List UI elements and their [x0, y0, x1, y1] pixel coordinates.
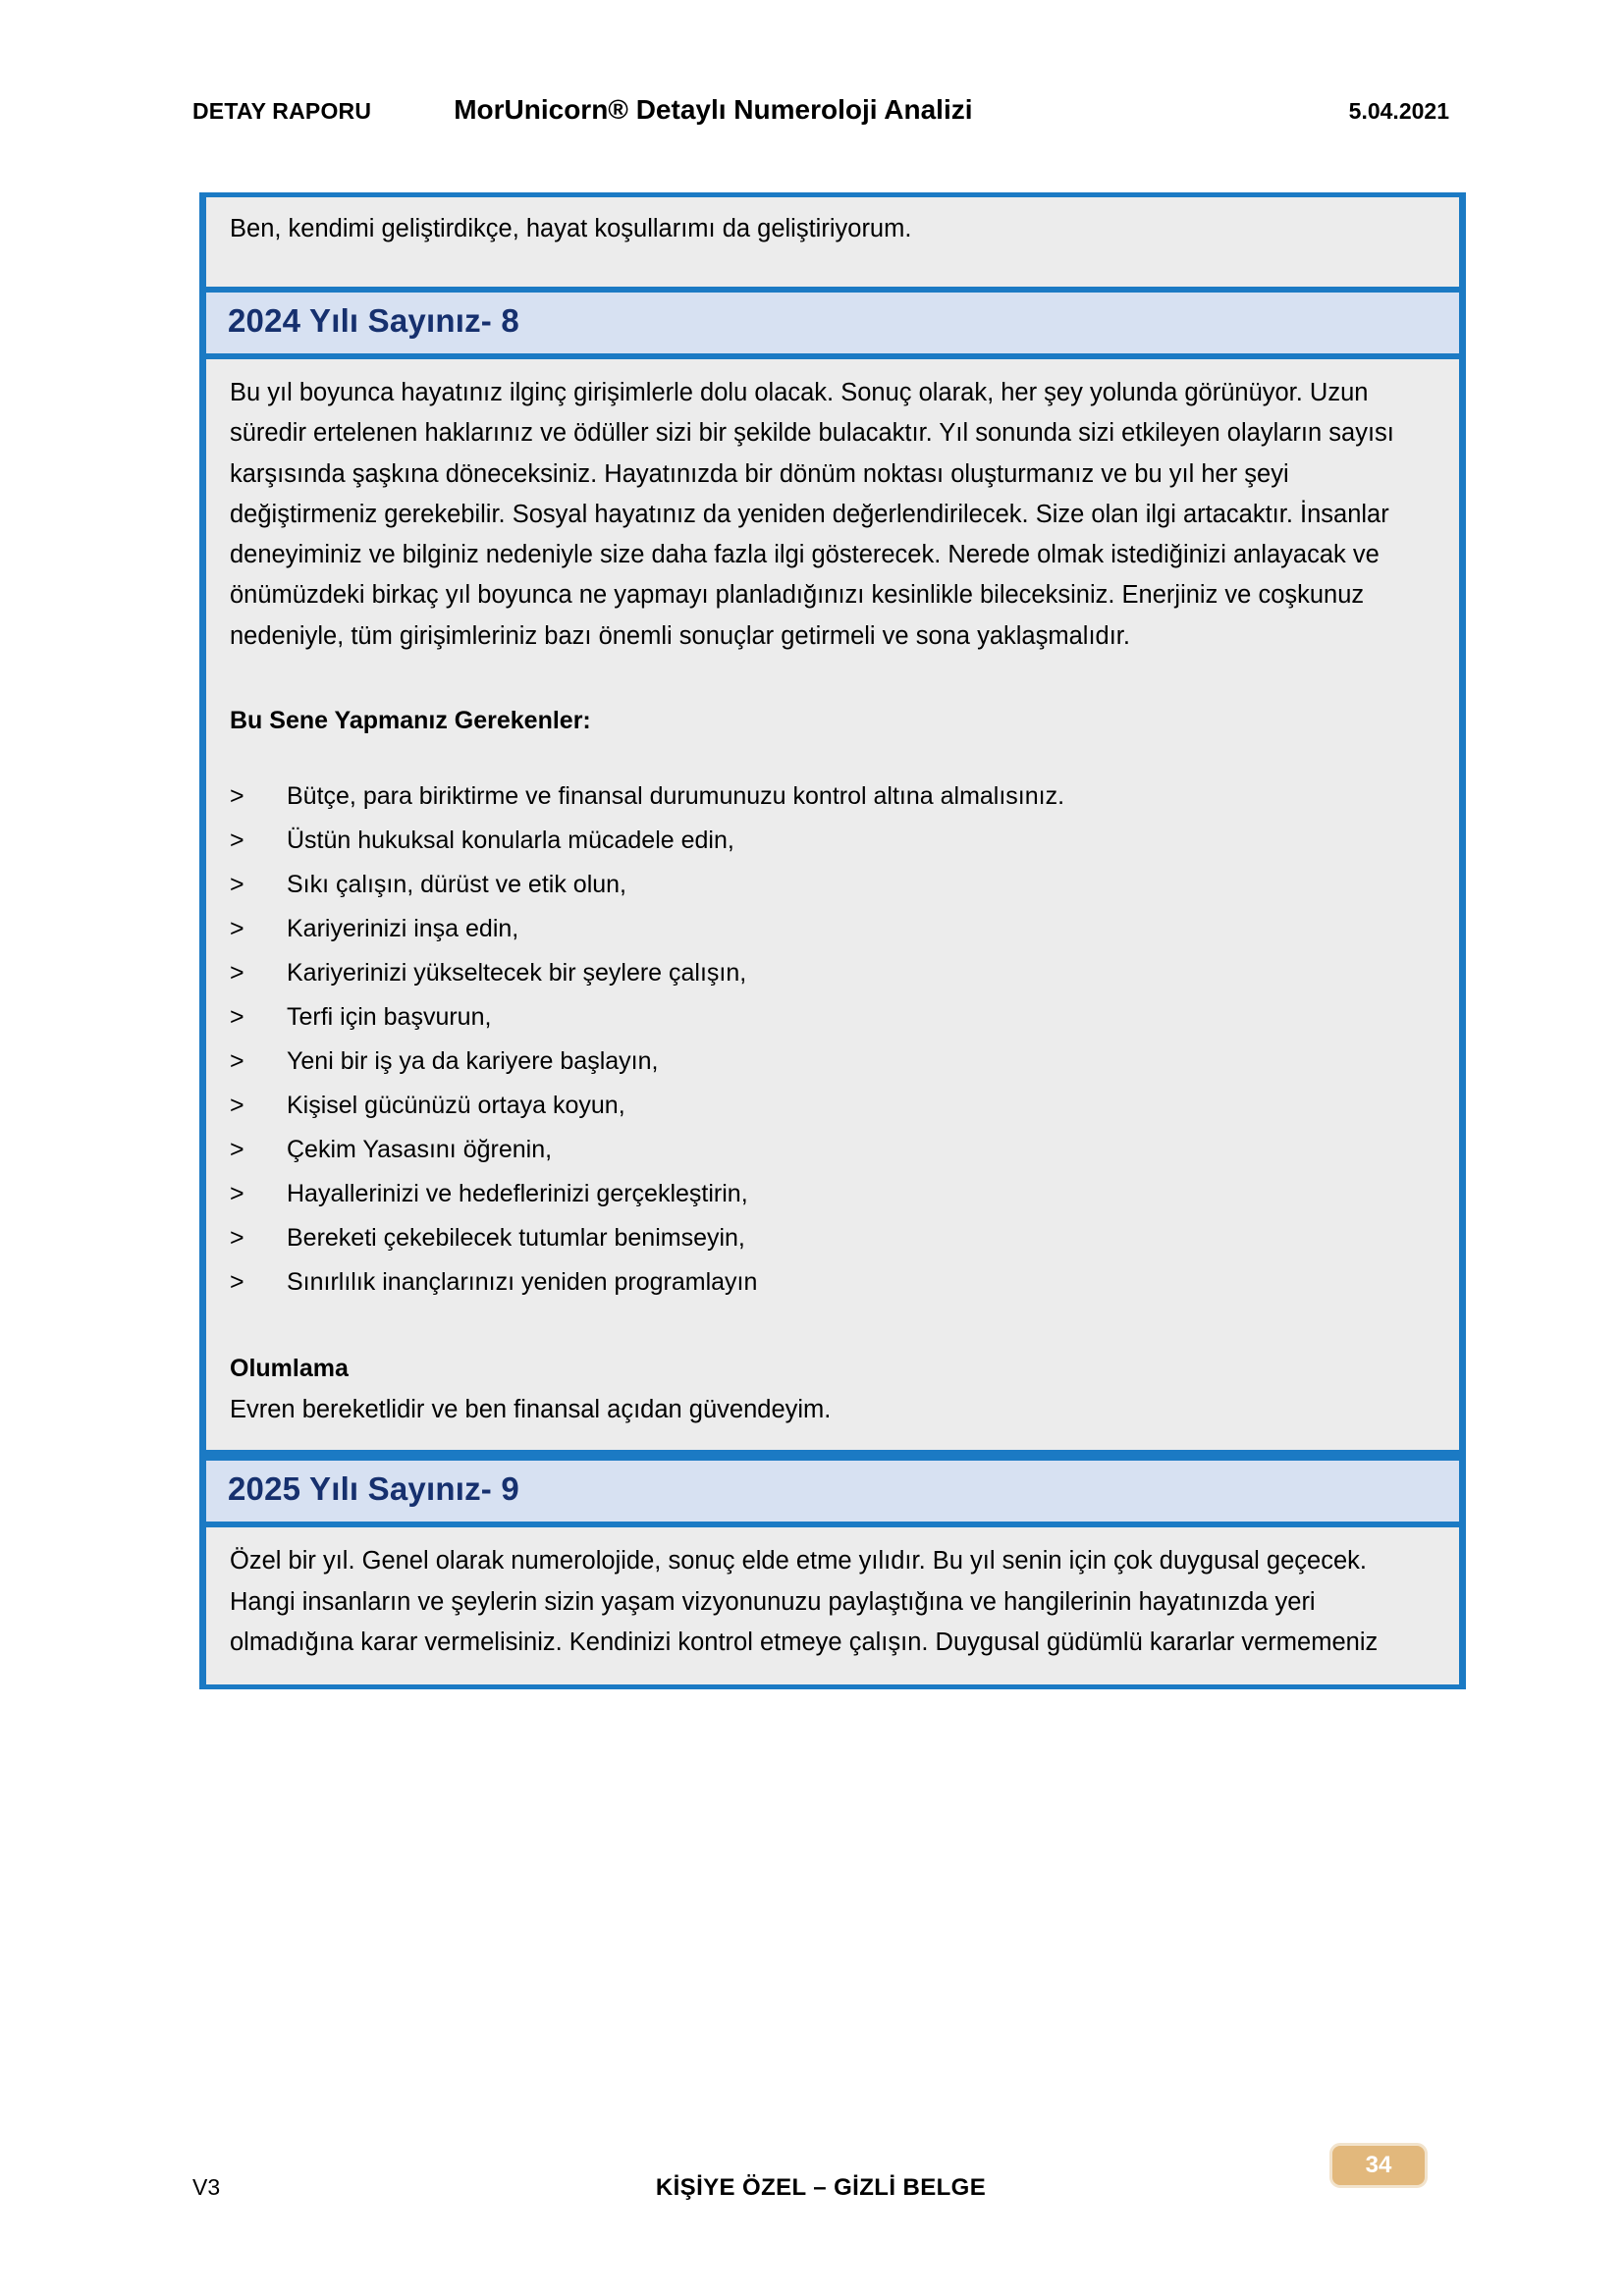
- chevron-marker-icon: >: [230, 959, 244, 988]
- chevron-marker-icon: >: [230, 1180, 244, 1208]
- chevron-marker-icon: >: [230, 1268, 244, 1297]
- list-item: [230, 912, 1435, 946]
- list-item: [230, 1133, 1435, 1167]
- list-item-label: Kariyerinizi yükseltecek bir şeylere çalışın,: [287, 959, 747, 988]
- list-item: [230, 1000, 1435, 1035]
- footer-version: V3: [192, 2174, 221, 2200]
- list-item-label: Kariyerinizi inşa edin,: [287, 915, 519, 943]
- list-item-label: Kişisel gücünüzü ortaya koyun,: [287, 1092, 625, 1120]
- intro-text: Ben, kendimi geliştirdikçe, hayat koşullarımı da geliştiriyorum.: [230, 215, 912, 242]
- list-item-label: Terfi için başvurun,: [287, 1003, 492, 1032]
- chevron-marker-icon: >: [230, 1003, 244, 1032]
- year-2025-body: [199, 1527, 1466, 1689]
- list-item: [230, 779, 1435, 814]
- list-item-label: Sıkı çalışın, dürüst ve etik olun,: [287, 871, 626, 899]
- list-item: [230, 824, 1435, 858]
- year-2024-title: 2024 Yılı Sayınız- 8: [228, 302, 519, 339]
- header-document-title: MorUnicorn® Detaylı Numeroloji Analizi: [454, 94, 973, 125]
- chevron-marker-icon: >: [230, 1092, 244, 1120]
- list-item-label: Bütçe, para biriktirme ve finansal durumunuzu kontrol altına almalısınız.: [287, 782, 1065, 811]
- chevron-marker-icon: >: [230, 782, 244, 811]
- year-2024-list-heading: Bu Sene Yapmanız Gerekenler:: [230, 707, 591, 735]
- header-report-type: DETAY RAPORU: [192, 98, 372, 124]
- list-item: [230, 956, 1435, 990]
- list-item-label: Üstün hukuksal konularla mücadele edin,: [287, 827, 734, 855]
- list-item: [230, 1265, 1435, 1300]
- list-item-label: Hayallerinizi ve hedeflerinizi gerçekleştirin,: [287, 1180, 748, 1208]
- page-number-badge: [1329, 2143, 1428, 2188]
- page-number: 34: [1365, 2152, 1392, 2178]
- footer-confidentiality-notice: KİŞİYE ÖZEL – GİZLİ BELGE: [655, 2174, 987, 2201]
- list-item: [230, 1177, 1435, 1211]
- list-item: [230, 1221, 1435, 1255]
- chevron-marker-icon: >: [230, 915, 244, 943]
- affirmation-text: Evren bereketlidir ve ben finansal açıdan güvendeyim.: [230, 1396, 832, 1424]
- list-item-label: Çekim Yasasını öğrenin,: [287, 1136, 553, 1164]
- list-item-label: Sınırlılık inançlarınızı yeniden programlayın: [287, 1268, 758, 1297]
- chevron-marker-icon: >: [230, 827, 244, 855]
- document-header: [192, 94, 1449, 133]
- intro-text-box: [199, 192, 1466, 287]
- chevron-marker-icon: >: [230, 871, 244, 899]
- chevron-marker-icon: >: [230, 1224, 244, 1253]
- document-footer: [192, 2152, 1449, 2223]
- year-2025-banner: [199, 1455, 1466, 1527]
- list-item-label: Yeni bir iş ya da kariyere başlayın,: [287, 1047, 659, 1076]
- list-item-label: Bereketi çekebilecek tutumlar benimseyin,: [287, 1224, 745, 1253]
- document-content: [199, 192, 1466, 1689]
- year-2025-paragraph: Özel bir yıl. Genel olarak numerolojide, sonuç elde etme yılıdır. Bu yıl senin için çok duygusal geçecek. Hangi insanların ve şeylerin sizin yaşam vizyonunuzu paylaştığına ve hangilerinin hayatınızda yeri olmadığına karar vermelisiniz. Kendinizi kontrol etmeye çalışın. Duygusal güdümlü kararlar vermemeniz: [230, 1547, 1379, 1656]
- chevron-marker-icon: >: [230, 1047, 244, 1076]
- year-2024-body: [199, 359, 1466, 1455]
- list-item: [230, 1089, 1435, 1123]
- year-2025-title: 2025 Yılı Sayınız- 9: [228, 1470, 519, 1508]
- affirmation-heading: Olumlama: [230, 1354, 349, 1382]
- header-date: 5.04.2021: [1348, 98, 1449, 124]
- year-2024-banner: [199, 287, 1466, 359]
- list-item: [230, 868, 1435, 902]
- year-2024-todo-list: [230, 779, 1435, 1300]
- year-2024-paragraph: Bu yıl boyunca hayatınız ilginç girişimlerle dolu olacak. Sonuç olarak, her şey yolunda görünüyor. Uzun süredir ertelenen haklarınız ve ödüller sizi bir şekilde bulacaktır. Yıl sonunda sizi etkileyen olayların sayısı karşısında şaşkına döneceksiniz. Hayatınızda bir dönüm noktası oluşturmanız ve bu yıl her şeyi değiştirmeniz gerekebilir. Sosyal hayatınız da yeniden değerlendirilecek. Size olan ilgi artacaktır. İnsanlar deneyiminiz ve bilginiz nedeniyle size daha fazla ilgi gösterecek. Nerede olmak istediğinizi anlayacak ve önümüzdeki birkaç yıl boyunca ne yapmayı planladığınızı kesinlikle bileceksiniz. Enerjiniz ve coşkunuz nedeniyle, tüm girişimleriniz bazı önemli sonuçlar getirmeli ve sona yaklaşmalıdır.: [230, 378, 1394, 650]
- list-item: [230, 1044, 1435, 1079]
- chevron-marker-icon: >: [230, 1136, 244, 1164]
